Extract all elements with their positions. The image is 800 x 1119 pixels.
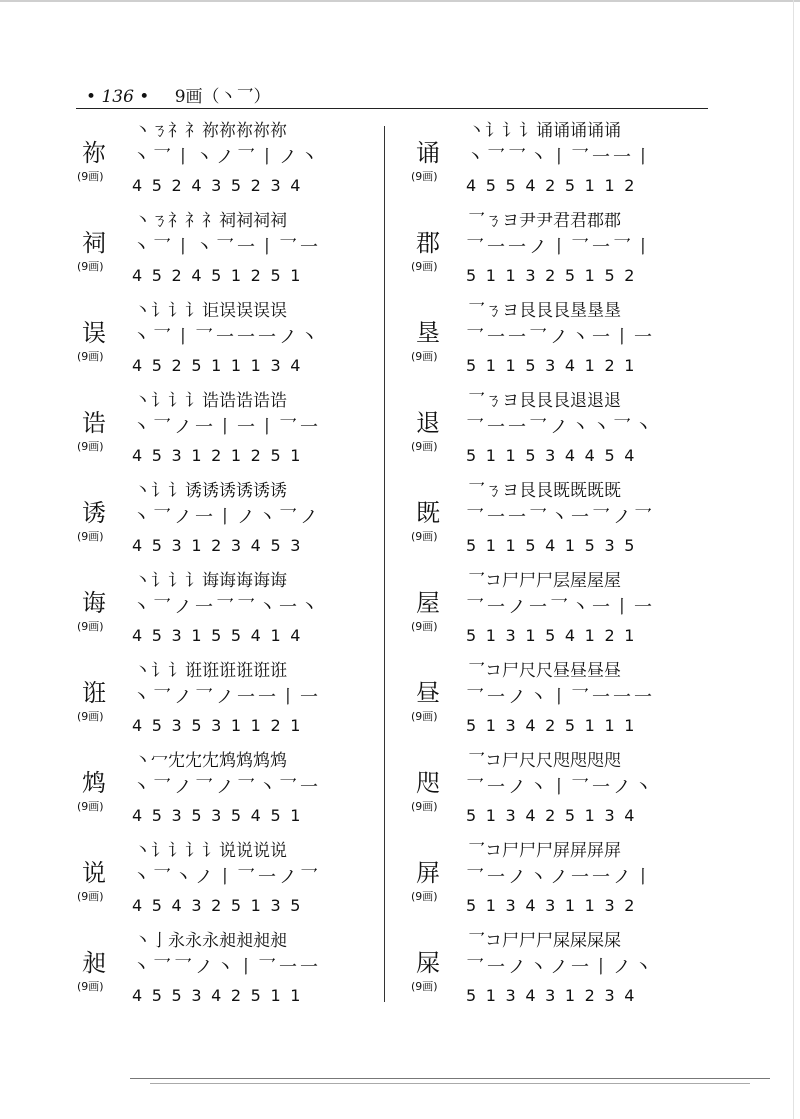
stroke-count-label: (9画) <box>77 170 104 183</box>
stroke-codes: 453535451 <box>132 806 311 825</box>
stroke-codes: 452511134 <box>132 356 311 375</box>
stroke-count-label: (9画) <box>411 710 438 723</box>
headword-character: 祢 <box>82 139 106 167</box>
stroke-names: 丶乛ノ一乛乛丶一丶 <box>132 597 321 618</box>
stroke-count-label: (9画) <box>411 350 438 363</box>
stroke-sequence-steps: 乛コ尸尸尸屏屏屏屏 <box>468 841 621 861</box>
headword-character: 诵 <box>416 139 440 167</box>
stroke-names: 乛一ノ丶丨乛一ノ丶 <box>466 777 655 798</box>
stroke-names: 乛一ノ丶ノ一丨ノ丶 <box>466 957 655 978</box>
headword-character: 郡 <box>416 229 440 257</box>
stroke-sequence-steps: 乛ㄋヨ艮艮艮垦垦垦 <box>468 301 621 321</box>
stroke-names: 丶乛乛ノ丶丨乛一一 <box>132 957 321 978</box>
stroke-codes: 513431132 <box>466 896 645 915</box>
stroke-sequence-steps: 丶ㄋ礻礻祢祢祢祢祢 <box>134 121 287 141</box>
stroke-count-label: (9画) <box>411 440 438 453</box>
character-entry <box>406 298 706 386</box>
stroke-names: 丶乛ノ乛ノ乛丶乛一 <box>132 777 321 798</box>
section-title: 9画（丶乛） <box>174 87 271 107</box>
stroke-sequence-steps: 乛ㄋヨ艮艮既既既既 <box>468 481 621 501</box>
character-entry <box>72 208 372 296</box>
stroke-count-label: (9画) <box>77 620 104 633</box>
character-entry <box>406 118 706 206</box>
character-entry <box>72 928 372 1016</box>
stroke-codes: 513425111 <box>466 716 645 735</box>
stroke-sequence-steps: 丶讠讠讠诲诲诲诲诲 <box>134 571 287 591</box>
stroke-names: 乛一ノ丶ノ一一ノ丨 <box>466 867 655 888</box>
stroke-codes: 453155414 <box>132 626 311 645</box>
stroke-count-label: (9画) <box>411 170 438 183</box>
stroke-sequence-steps: 丶亅永永永昶昶昶昶 <box>134 931 287 951</box>
character-entry <box>406 928 706 1016</box>
headword-character: 退 <box>416 409 440 437</box>
headword-character: 昼 <box>416 679 440 707</box>
headword-character: 祠 <box>82 229 106 257</box>
character-entry <box>72 118 372 206</box>
headword-character: 屎 <box>416 949 440 977</box>
stroke-names: 丶乛乛丶丨乛一一丨 <box>466 147 655 168</box>
stroke-names: 丶乛丶ノ丨乛一ノ乛 <box>132 867 321 888</box>
headword-character: 屋 <box>416 589 440 617</box>
stroke-codes: 511541535 <box>466 536 645 555</box>
headword-character: 咫 <box>416 769 440 797</box>
stroke-count-label: (9画) <box>411 890 438 903</box>
stroke-names: 乛一一乛ノ丶丶乛丶 <box>466 417 655 438</box>
stroke-count-label: (9画) <box>77 260 104 273</box>
stroke-sequence-steps: 丶讠讠讠讠说说说说 <box>134 841 287 861</box>
stroke-sequence-steps: 丶讠讠诱诱诱诱诱诱 <box>134 481 287 501</box>
scan-top-edge <box>0 0 800 2</box>
header-rule <box>76 108 708 109</box>
character-entry <box>72 658 372 746</box>
stroke-sequence-steps: 丶ㄋ礻礻礻祠祠祠祠 <box>134 211 287 231</box>
stroke-names: 丶乛丨乛一一一ノ丶 <box>132 327 321 348</box>
stroke-codes: 513154121 <box>466 626 645 645</box>
character-entry <box>72 388 372 476</box>
page-number: 136 <box>101 87 134 107</box>
scan-right-edge <box>793 0 794 1119</box>
stroke-sequence-steps: 丶讠讠讠讵误误误误 <box>134 301 287 321</box>
stroke-names: 乛一一乛ノ丶一丨一 <box>466 327 655 348</box>
character-entry <box>406 388 706 476</box>
stroke-codes: 453121251 <box>132 446 311 465</box>
stroke-codes: 513425134 <box>466 806 645 825</box>
stroke-count-label: (9画) <box>411 530 438 543</box>
page-header: • 136 • 9画（丶乛） <box>86 87 271 107</box>
stroke-names: 丶乛ノ一丨ノ丶乛ノ <box>132 507 321 528</box>
character-entry <box>406 208 706 296</box>
stroke-codes: 511325152 <box>466 266 645 285</box>
headword-character: 屏 <box>416 859 440 887</box>
headword-character: 昶 <box>82 949 106 977</box>
stroke-sequence-steps: 乛コ尸尸尸层屋屋屋 <box>468 571 621 591</box>
stroke-names: 丶乛丨丶ノ乛丨ノ丶 <box>132 147 321 168</box>
stroke-sequence-steps: 丶冖冘冘冘鸩鸩鸩鸩 <box>134 751 287 771</box>
stroke-sequence-steps: 乛コ尸尺尺咫咫咫咫 <box>468 751 621 771</box>
stroke-count-label: (9画) <box>77 530 104 543</box>
character-entry <box>72 568 372 656</box>
headword-character: 既 <box>416 499 440 527</box>
stroke-count-label: (9画) <box>77 440 104 453</box>
stroke-sequence-steps: 丶讠讠讠诵诵诵诵诵 <box>468 121 621 141</box>
headword-character: 说 <box>82 859 106 887</box>
character-entry <box>406 658 706 746</box>
stroke-count-label: (9画) <box>411 620 438 633</box>
character-entry <box>72 478 372 566</box>
stroke-codes: 513431234 <box>466 986 645 1005</box>
character-entry <box>406 748 706 836</box>
stroke-sequence-steps: 乛ㄋヨ尹尹君君郡郡 <box>468 211 621 231</box>
stroke-codes: 454325135 <box>132 896 311 915</box>
stroke-codes: 511534121 <box>466 356 645 375</box>
stroke-codes: 453123453 <box>132 536 311 555</box>
stroke-names: 丶乛ノ乛ノ一一丨一 <box>132 687 321 708</box>
stroke-count-label: (9画) <box>77 890 104 903</box>
stroke-count-label: (9画) <box>77 800 104 813</box>
footer-rule <box>130 1078 770 1079</box>
stroke-codes: 511534454 <box>466 446 645 465</box>
stroke-count-label: (9画) <box>411 800 438 813</box>
stroke-count-label: (9画) <box>77 350 104 363</box>
stroke-sequence-steps: 乛コ尸尺尺昼昼昼昼 <box>468 661 621 681</box>
stroke-codes: 452451251 <box>132 266 311 285</box>
stroke-sequence-steps: 乛ㄋヨ艮艮艮退退退 <box>468 391 621 411</box>
stroke-names: 乛一一乛丶一乛ノ乛 <box>466 507 655 528</box>
stroke-names: 乛一ノ丶丨乛一一一 <box>466 687 655 708</box>
stroke-codes: 455342511 <box>132 986 311 1005</box>
stroke-names: 乛一ノ一乛丶一丨一 <box>466 597 655 618</box>
stroke-codes: 455425112 <box>466 176 645 195</box>
character-entry <box>72 748 372 836</box>
character-entry <box>72 838 372 926</box>
stroke-codes: 453531121 <box>132 716 311 735</box>
stroke-count-label: (9画) <box>77 710 104 723</box>
headword-character: 诲 <box>82 589 106 617</box>
headword-character: 误 <box>82 319 106 347</box>
headword-character: 诰 <box>82 409 106 437</box>
stroke-sequence-steps: 丶讠讠诳诳诳诳诳诳 <box>134 661 287 681</box>
stroke-count-label: (9画) <box>77 980 104 993</box>
character-entry <box>406 568 706 656</box>
headword-character: 诱 <box>82 499 106 527</box>
stroke-count-label: (9画) <box>411 980 438 993</box>
stroke-names: 乛一一ノ丨乛一乛丨 <box>466 237 655 258</box>
footer-rule-secondary <box>150 1083 750 1084</box>
stroke-count-label: (9画) <box>411 260 438 273</box>
headword-character: 垦 <box>416 319 440 347</box>
stroke-names: 丶乛ノ一丨一丨乛一 <box>132 417 321 438</box>
stroke-codes: 452435234 <box>132 176 311 195</box>
stroke-sequence-steps: 丶讠讠讠诰诰诰诰诰 <box>134 391 287 411</box>
character-entry <box>72 298 372 386</box>
headword-character: 诳 <box>82 679 106 707</box>
stroke-names: 丶乛丨丶乛一丨乛一 <box>132 237 321 258</box>
column-divider <box>384 126 385 1002</box>
stroke-sequence-steps: 乛コ尸尸尸屎屎屎屎 <box>468 931 621 951</box>
headword-character: 鸩 <box>82 769 106 797</box>
character-entry <box>406 478 706 566</box>
character-entry <box>406 838 706 926</box>
